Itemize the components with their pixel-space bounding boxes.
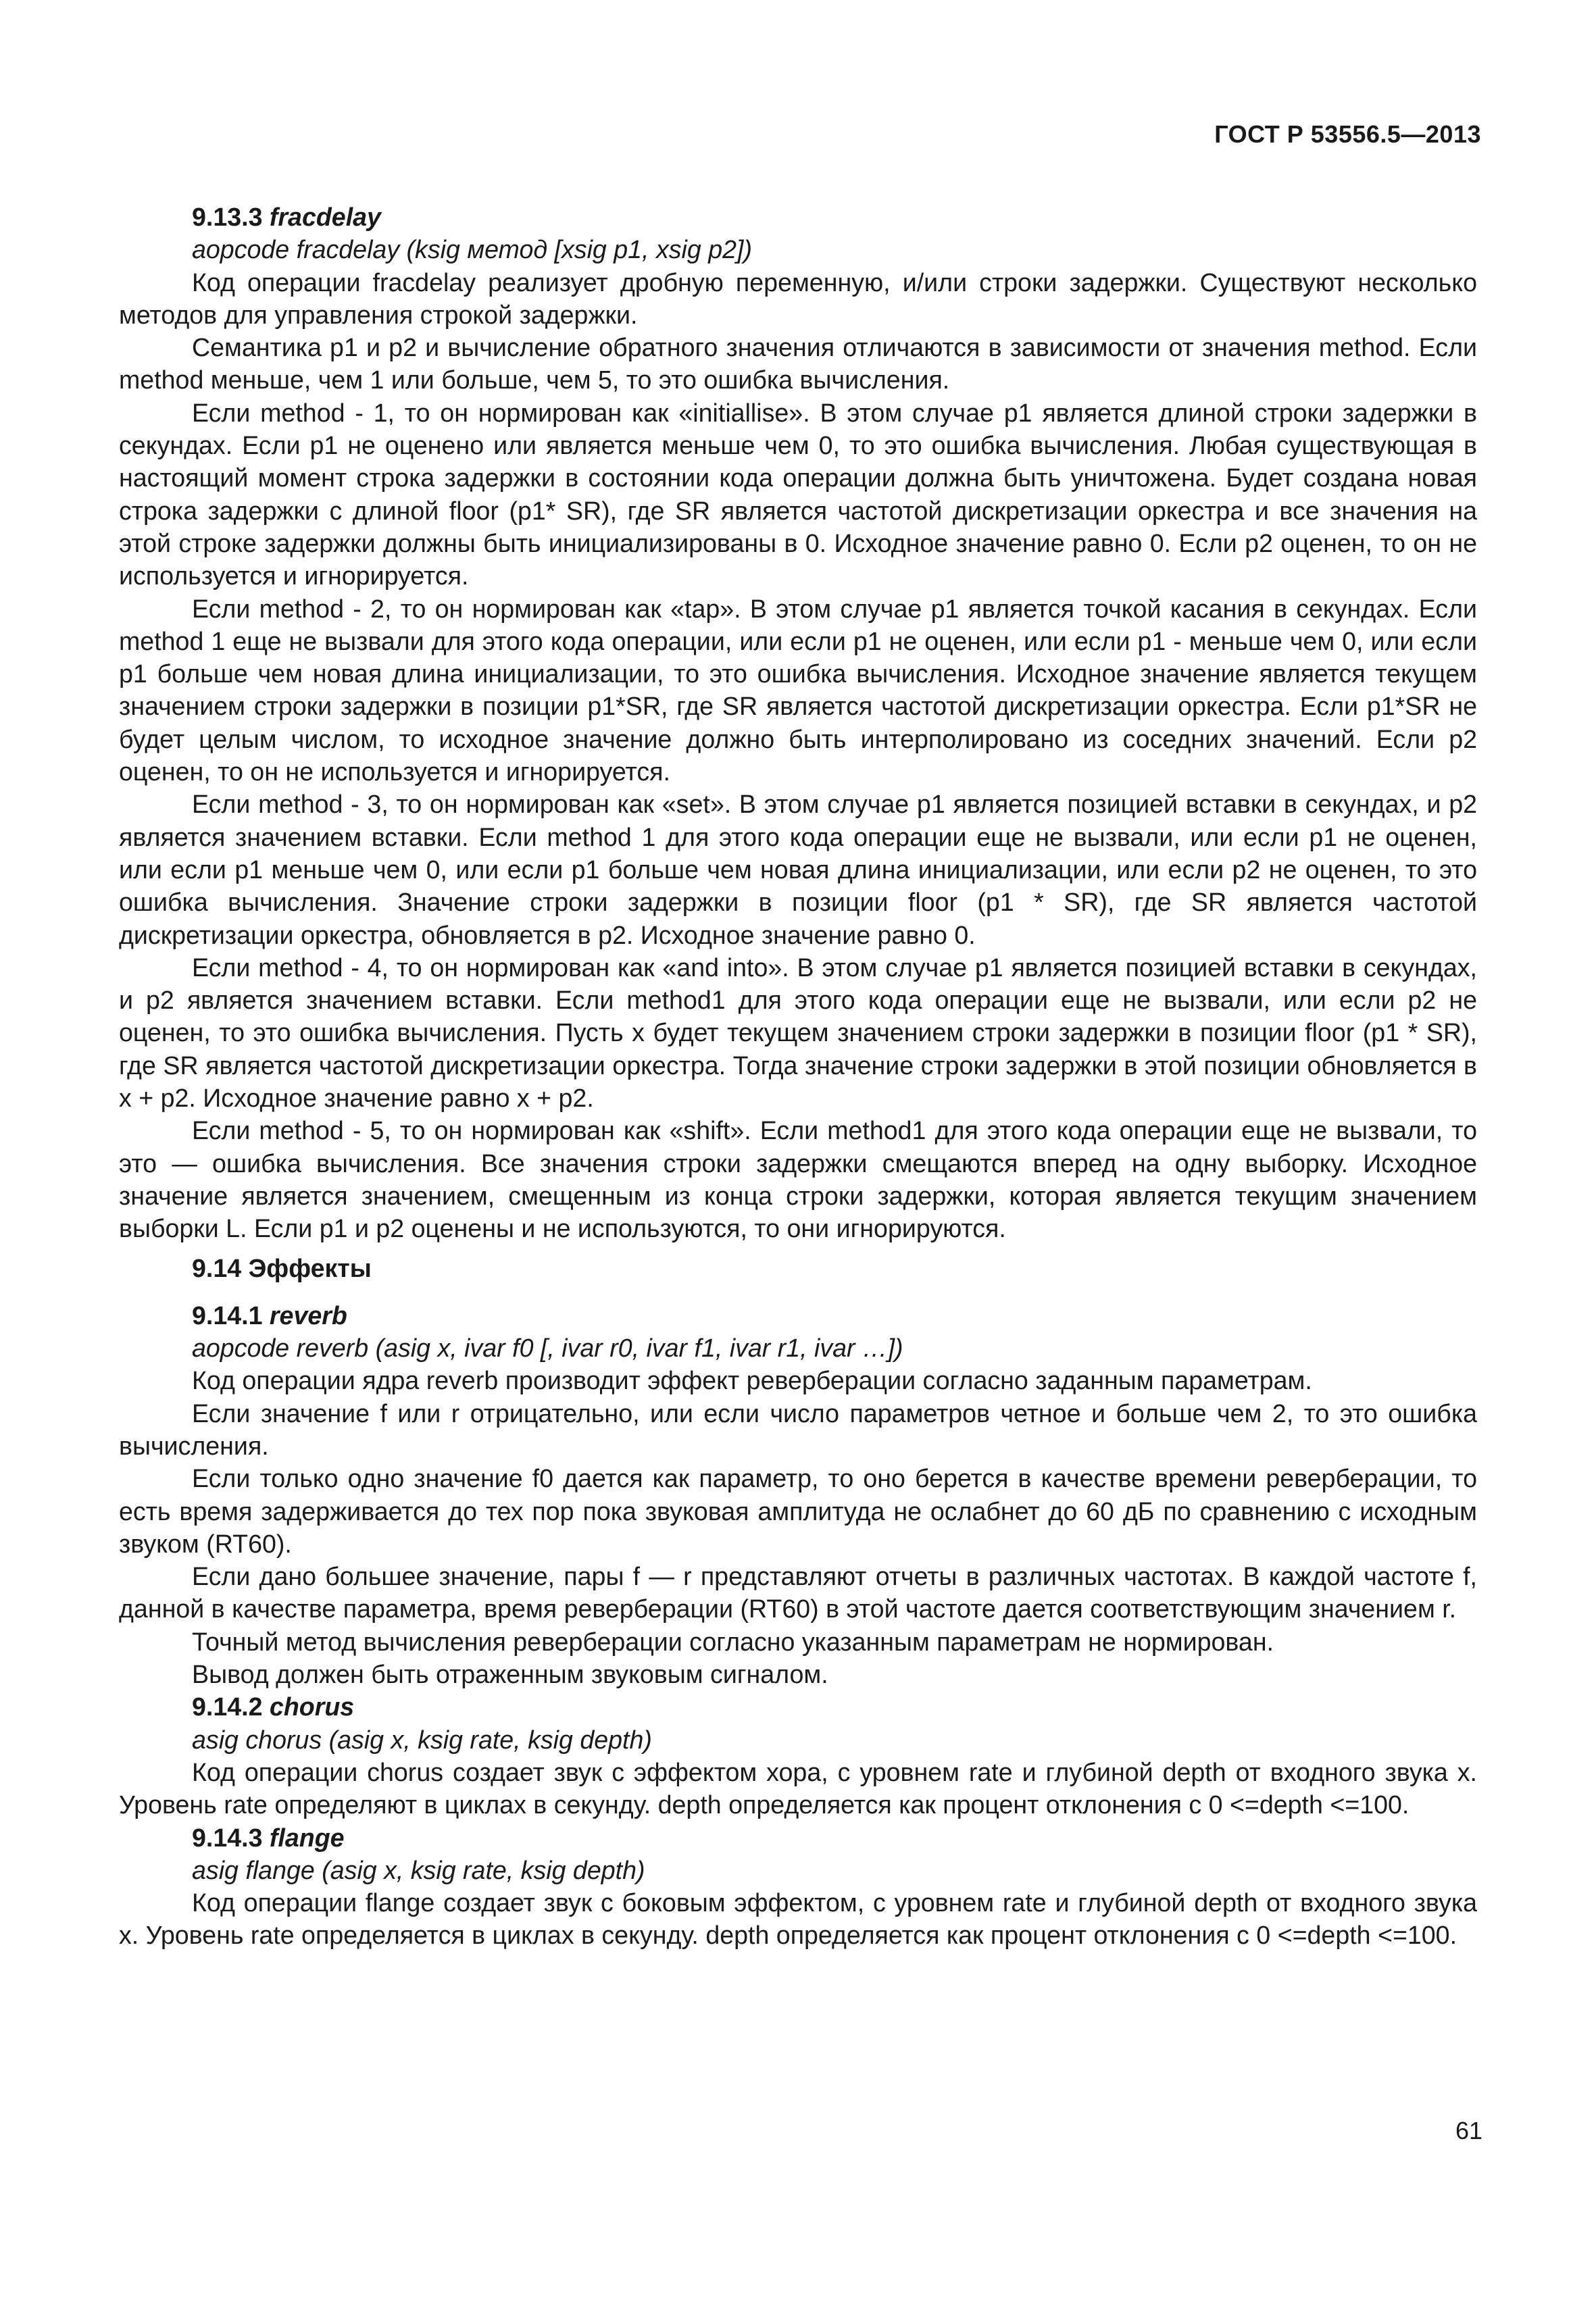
paragraph: Если method - 3, то он нормирован как «set». В этом случае p1 является позицией вставки в секундах, и p2 является значением вставки. Если method 1 для этого кода операции еще не вызвали, или если p1 не оценен, или если p1 меньше чем 0, или если p1 больше чем новая длина инициализации, или если p2 не оценен, то это ошибка вычисления. Значение строки задержки в позиции floor (p1 * SR), где SR является частотой дискретизации оркестра, обновляется в p2. Исходное значение равно 0. xyxy=(119,790,1477,949)
paragraph: Если method - 4, то он нормирован как «and into». В этом случае p1 является позицией вставки в секундах, и p2 является значением вставки. Если method1 для этого кода операции еще не вызвали, или если p2 не оценен, то это ошибка вычисления. Пусть x будет текущем значением строки задержки в позиции floor (p1 * SR), где SR является частотой дискретизации оркестра. Тогда значение строки задержки в этой позиции обновляется в x + p2. Исходное значение равно x + p2. xyxy=(119,953,1477,1113)
paragraph: Код операции chorus создает звук с эффектом хора, с уровнем rate и глубиной depth от входного звука x. Уровень rate определяют в циклах в секунду. depth определяется как процент отклонения с 0 <=depth <=100. xyxy=(119,1757,1477,1819)
paragraph: Код операции fracdelay реализует дробную переменную, и/или строки задержки. Существуют несколько методов для управления строкой задержки. xyxy=(119,268,1477,329)
section-title: reverb xyxy=(269,1301,347,1330)
paragraph: Если method - 1, то он нормирован как «initiallise». В этом случае p1 является длиной строки задержки в секундах. Если p1 не оценено или является меньше чем 0, то это ошибка вычисления. Любая существующая в настоящий момент строка задержки в состоянии кода операции должна быть уничтожена. Будет создана новая строка задержки с длиной floor (p1* SR), где SR является частотой дискретизации оркестра и все значения на этой строке задержки должны быть инициализированы в 0. Исходное значение равно 0. Если p2 оценен, то он не используется и игнорируется. xyxy=(119,398,1477,590)
opcode-syntax: aopcode reverb (asig x, ivar f0 [, ivar r0, ivar f1, ivar r1, ivar …]) xyxy=(192,1334,903,1363)
section-number: 9.14.2 xyxy=(192,1692,270,1721)
section-heading-9-14-3 xyxy=(119,1821,1477,1854)
section-heading-9-14: 9.14 Эффекты xyxy=(192,1253,372,1282)
section-heading-9-14-2 xyxy=(119,1690,1477,1723)
section-number: 9.14.1 xyxy=(192,1301,270,1330)
paragraph: Код операции flange создает звук с боковым эффектом, с уровнем rate и глубиной depth от входного звука x. Уровень rate определяется в циклах в секунду. depth определяется как процент отклонения с 0 <=depth <=100. xyxy=(119,1888,1477,1950)
opcode-syntax: asig flange (asig x, ksig rate, ksig depth) xyxy=(192,1855,645,1884)
opcode-syntax: asig chorus (asig x, ksig rate, ksig depth) xyxy=(192,1725,652,1754)
paragraph: Если method - 5, то он нормирован как «shift». Если method1 для этого кода операции еще не вызвали, то это — ошибка вычисления. Все значения строки задержки смещаются вперед на одну выборку. Исходное значение является значением, смещенным из конца строки задержки, которая является текущим значением выборки L. Если p1 и p2 оценены и не используются, то они игнорируются. xyxy=(119,1116,1477,1243)
section-title: flange xyxy=(269,1823,345,1852)
section-title: fracdelay xyxy=(269,203,381,231)
paragraph: Если дано большее значение, пары f — r представляют отчеты в различных частотах. В каждой частоте f, данной в качестве параметра, время реверберации (RT60) в этой частоте дается соответствующим значением r. xyxy=(119,1562,1477,1624)
page-number: 61 xyxy=(1455,2117,1482,2144)
section-title: chorus xyxy=(269,1692,355,1721)
paragraph: Если только одно значение f0 дается как параметр, то оно берется в качестве времени реверберации, то есть время задерживается до тех пор пока звуковая амплитуда не ослабнет до 60 дБ по сравнению с исходным звуком (RT60). xyxy=(119,1464,1477,1558)
section-heading-9-13-3 xyxy=(119,201,1477,233)
section-number: 9.14.3 xyxy=(192,1823,270,1852)
section-heading-9-14-1 xyxy=(119,1299,1477,1332)
paragraph: Семантика p1 и p2 и вычисление обратного значения отличаются в зависимости от значения method. Если method меньше, чем 1 или больше, чем 5, то это ошибка вычисления. xyxy=(119,333,1477,395)
paragraph: Вывод должен быть отраженным звуковым сигналом. xyxy=(192,1660,828,1689)
document-body xyxy=(119,201,1477,1952)
paragraph: Точный метод вычисления реверберации согласно указанным параметрам не нормирован. xyxy=(192,1627,1274,1656)
document-standard-id: ГОСТ Р 53556.5—2013 xyxy=(1214,120,1481,148)
section-number: 9.13.3 xyxy=(192,203,270,231)
paragraph: Если значение f или r отрицательно, или если число параметров четное и больше чем 2, то это ошибка вычисления. xyxy=(119,1399,1477,1460)
paragraph: Код операции ядра reverb производит эффект реверберации согласно заданным параметрам. xyxy=(192,1366,1312,1395)
opcode-syntax: aopcode fracdelay (ksig метод [xsig p1, xsig p2]) xyxy=(192,235,752,264)
paragraph: Если method - 2, то он нормирован как «tap». В этом случае p1 является точкой касания в секундах. Если method 1 еще не вызвали для этого кода операции, или если p1 не оценен, или если p1 - меньше чем 0, или если p1 больше чем новая длина инициализации, то это ошибка вычисления. Исходное значение является текущем значением строки задержки в позиции p1*SR, где SR является частотой дискретизации оркестра. Если p1*SR не будет целым числом, то исходное значение должно быть интерполировано из соседних значений. Если p2 оценен, то он не используется и игнорируется. xyxy=(119,594,1477,786)
